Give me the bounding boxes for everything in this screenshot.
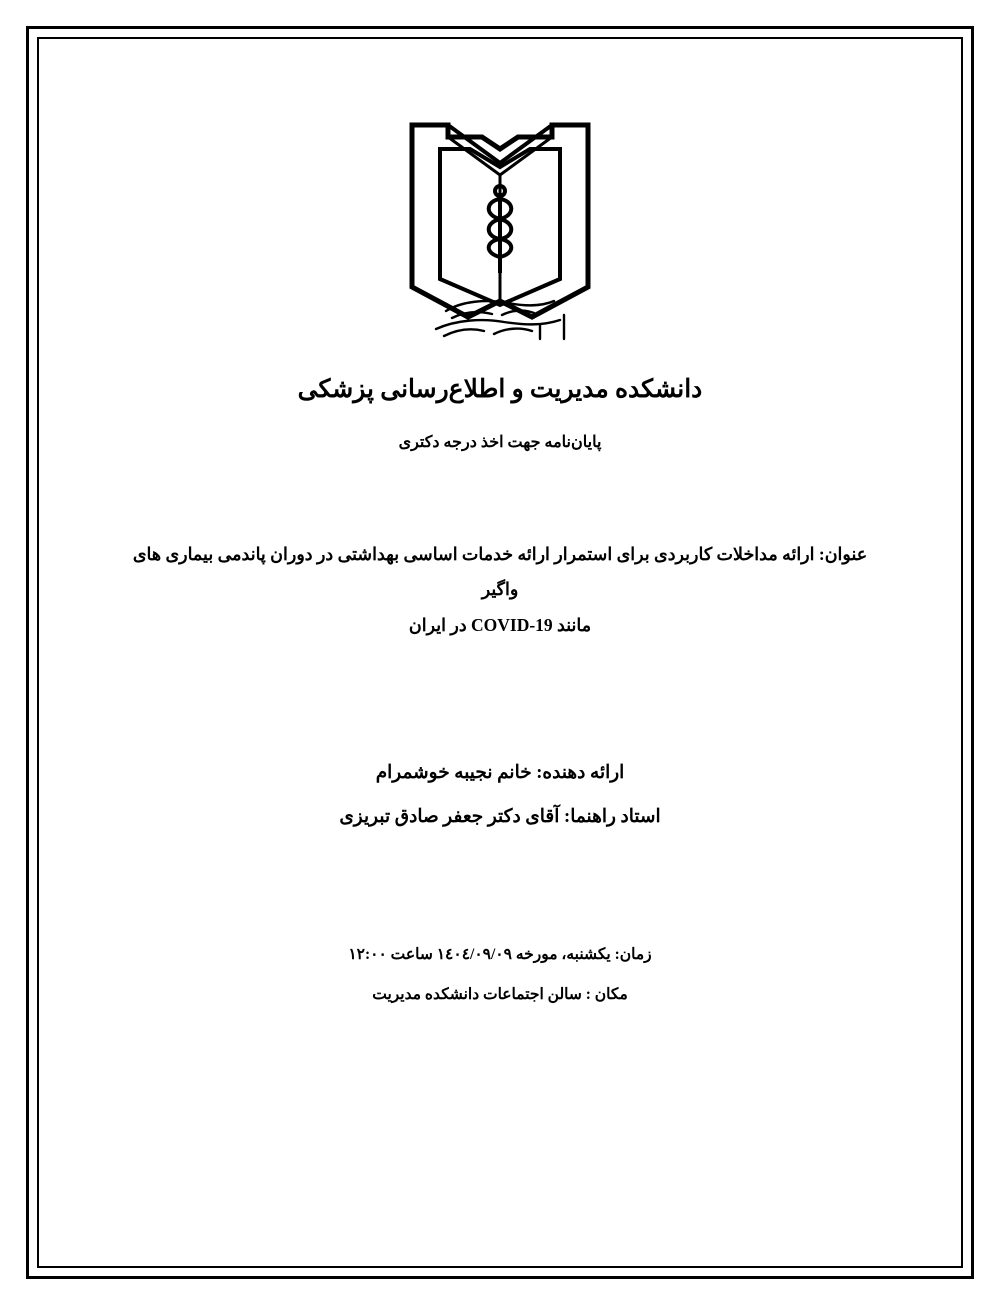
thesis-title-line-2-suffix: در ایران xyxy=(408,615,467,636)
thesis-title-line-1: عنوان: ارائه مداخلات کاربردی برای استمرار ارائه خدمات اساسی بهداشتی در دوران پاندمی بیماری های واگیر xyxy=(132,543,868,600)
faculty-title: دانشکده مدیریت و اطلاع‌رسانی پزشکی xyxy=(297,376,703,403)
thesis-title-line-2 xyxy=(127,608,873,644)
degree-subtitle: پایان‌نامه جهت اخذ درجه دکتری xyxy=(398,433,602,451)
people-section xyxy=(99,752,901,839)
document-content xyxy=(39,39,961,1266)
event-time: زمان: یکشنبه، مورخه ۱٤۰٤/۰۹/۰۹ ساعت ۱۲:۰۰ xyxy=(348,946,652,964)
thesis-title-disease-name: COVID-19 xyxy=(471,615,553,636)
university-logo xyxy=(99,115,901,345)
event-place: مکان : سالن اجتماعات دانشکده مدیریت xyxy=(372,986,628,1004)
document-page-outer-border xyxy=(26,26,974,1279)
tabriz-university-logo-icon xyxy=(400,115,600,345)
event-details xyxy=(99,935,901,1016)
thesis-title xyxy=(99,537,901,645)
document-page-inner-border xyxy=(37,37,963,1268)
presenter-line: ارائه دهنده: خانم نجیبه خوشمرام xyxy=(375,763,625,784)
supervisor-line: استاد راهنما: آقای دکتر جعفر صادق تبریزی xyxy=(339,806,661,827)
thesis-title-line-2-prefix: مانند xyxy=(557,615,592,636)
